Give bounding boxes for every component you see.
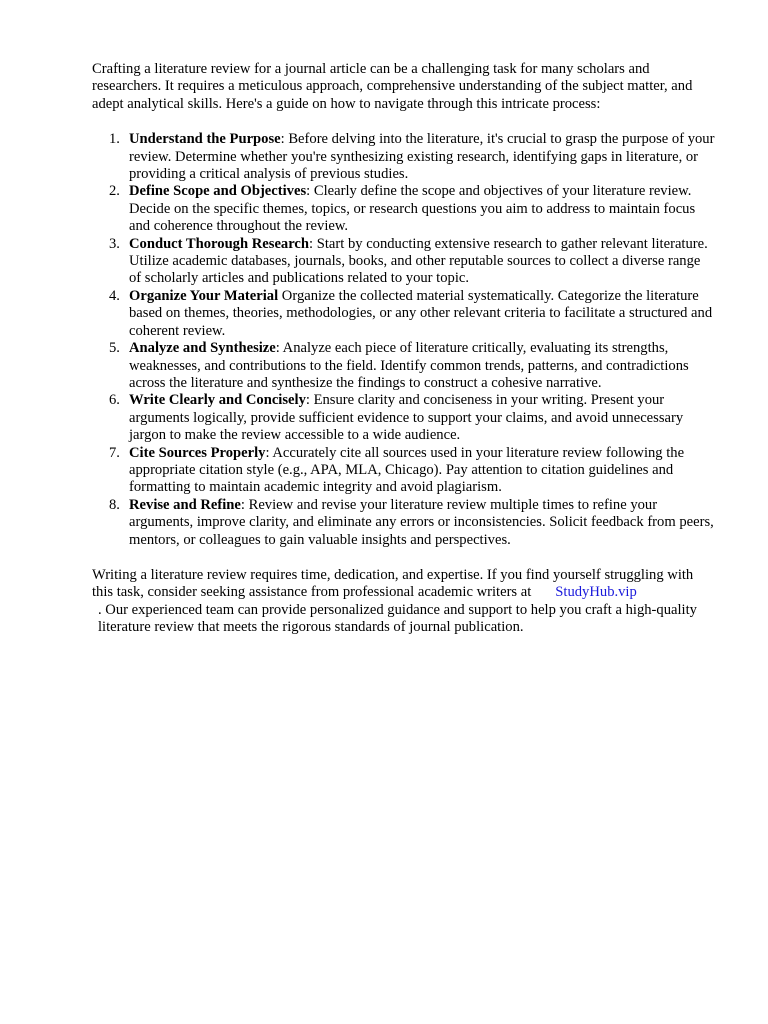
steps-list xyxy=(92,131,716,549)
list-item xyxy=(92,236,716,288)
list-number: 5. xyxy=(109,340,120,357)
closing-text-before-link: Writing a literature review requires time, dedication, and expertise. If you find yourself struggling with this task, consider seeking assistance from professional academic writers at xyxy=(92,566,694,601)
intro-paragraph: Crafting a literature review for a journal article can be a challenging task for many scholars and researchers. It requires a meticulous approach, comprehensive understanding of the subject matter, and adept analytical skills. Here's a guide on how to navigate through this intricate process: xyxy=(92,61,693,112)
step-term: Write Clearly and Concisely xyxy=(129,392,306,409)
step-text: : Analyze each piece of literature critically, evaluating its strengths, weaknesses, and contributions to the field. Identify common trends, patterns, and contradictions across the literature and synthesize the findings to construct a cohesive narrative. xyxy=(129,340,689,391)
list-item xyxy=(92,340,716,392)
studyhub-link[interactable]: StudyHub.vip xyxy=(555,584,637,601)
step-term: Define Scope and Objectives xyxy=(129,183,307,200)
closing-text-after-link: . Our experienced team can provide personalized guidance and support to help you craft a high-quality literature review that meets the rigorous standards of journal publication. xyxy=(98,601,697,636)
list-item xyxy=(92,497,716,549)
list-number: 3. xyxy=(109,235,120,252)
list-number: 4. xyxy=(109,287,120,304)
list-number: 8. xyxy=(109,496,120,513)
step-text: : Before delving into the literature, it's crucial to grasp the purpose of your review. Determine whether you're synthesizing existing research, identifying gaps in literature, or providing a critical analysis of previous studies. xyxy=(129,131,715,183)
step-term: Cite Sources Properly xyxy=(129,444,266,461)
list-item xyxy=(92,183,716,235)
step-text: : Ensure clarity and conciseness in your writing. Present your arguments logically, provide sufficient evidence to support your claims, and avoid unnecessary jargon to make the review accessible to a wide audience. xyxy=(129,392,684,444)
step-term: Understand the Purpose xyxy=(129,131,281,148)
step-term: Analyze and Synthesize xyxy=(129,340,276,357)
list-item xyxy=(92,445,716,497)
list-item xyxy=(92,288,716,340)
document-page xyxy=(92,61,716,637)
step-term: Organize Your Material xyxy=(129,287,279,304)
list-number: 1. xyxy=(109,131,120,148)
list-number: 6. xyxy=(109,392,120,409)
step-term: Conduct Thorough Research xyxy=(129,235,310,252)
step-text: : Start by conducting extensive research to gather relevant literature. Utilize academic databases, journals, books, and other reputable sources to collect a diverse range of scholarly articles and publications related to your topic. xyxy=(129,235,708,287)
step-text: Organize the collected material systematically. Categorize the literature based on themes, theories, methodologies, or any other relevant criteria to facilitate a structured and coherent review. xyxy=(129,287,713,339)
list-number: 7. xyxy=(109,444,120,461)
closing-paragraph xyxy=(92,567,716,637)
list-number: 2. xyxy=(109,183,120,200)
step-text: : Review and revise your literature review multiple times to refine your arguments, improve clarity, and eliminate any errors or inconsistencies. Solicit feedback from peers, mentors, or colleagues to gain valuable insights and perspectives. xyxy=(129,496,714,548)
list-item xyxy=(92,131,716,183)
step-text: : Accurately cite all sources used in your literature review following the appropriate citation style (e.g., APA, MLA, Chicago). Pay attention to citation guidelines and formatting to maintain academic integrity and avoid plagiarism. xyxy=(129,444,685,496)
step-text: : Clearly define the scope and objectives of your literature review. Decide on the specific themes, topics, or research questions you aim to address to maintain focus and coherence throughout the review. xyxy=(129,183,696,235)
list-item xyxy=(92,392,716,444)
step-term: Revise and Refine xyxy=(129,496,241,513)
